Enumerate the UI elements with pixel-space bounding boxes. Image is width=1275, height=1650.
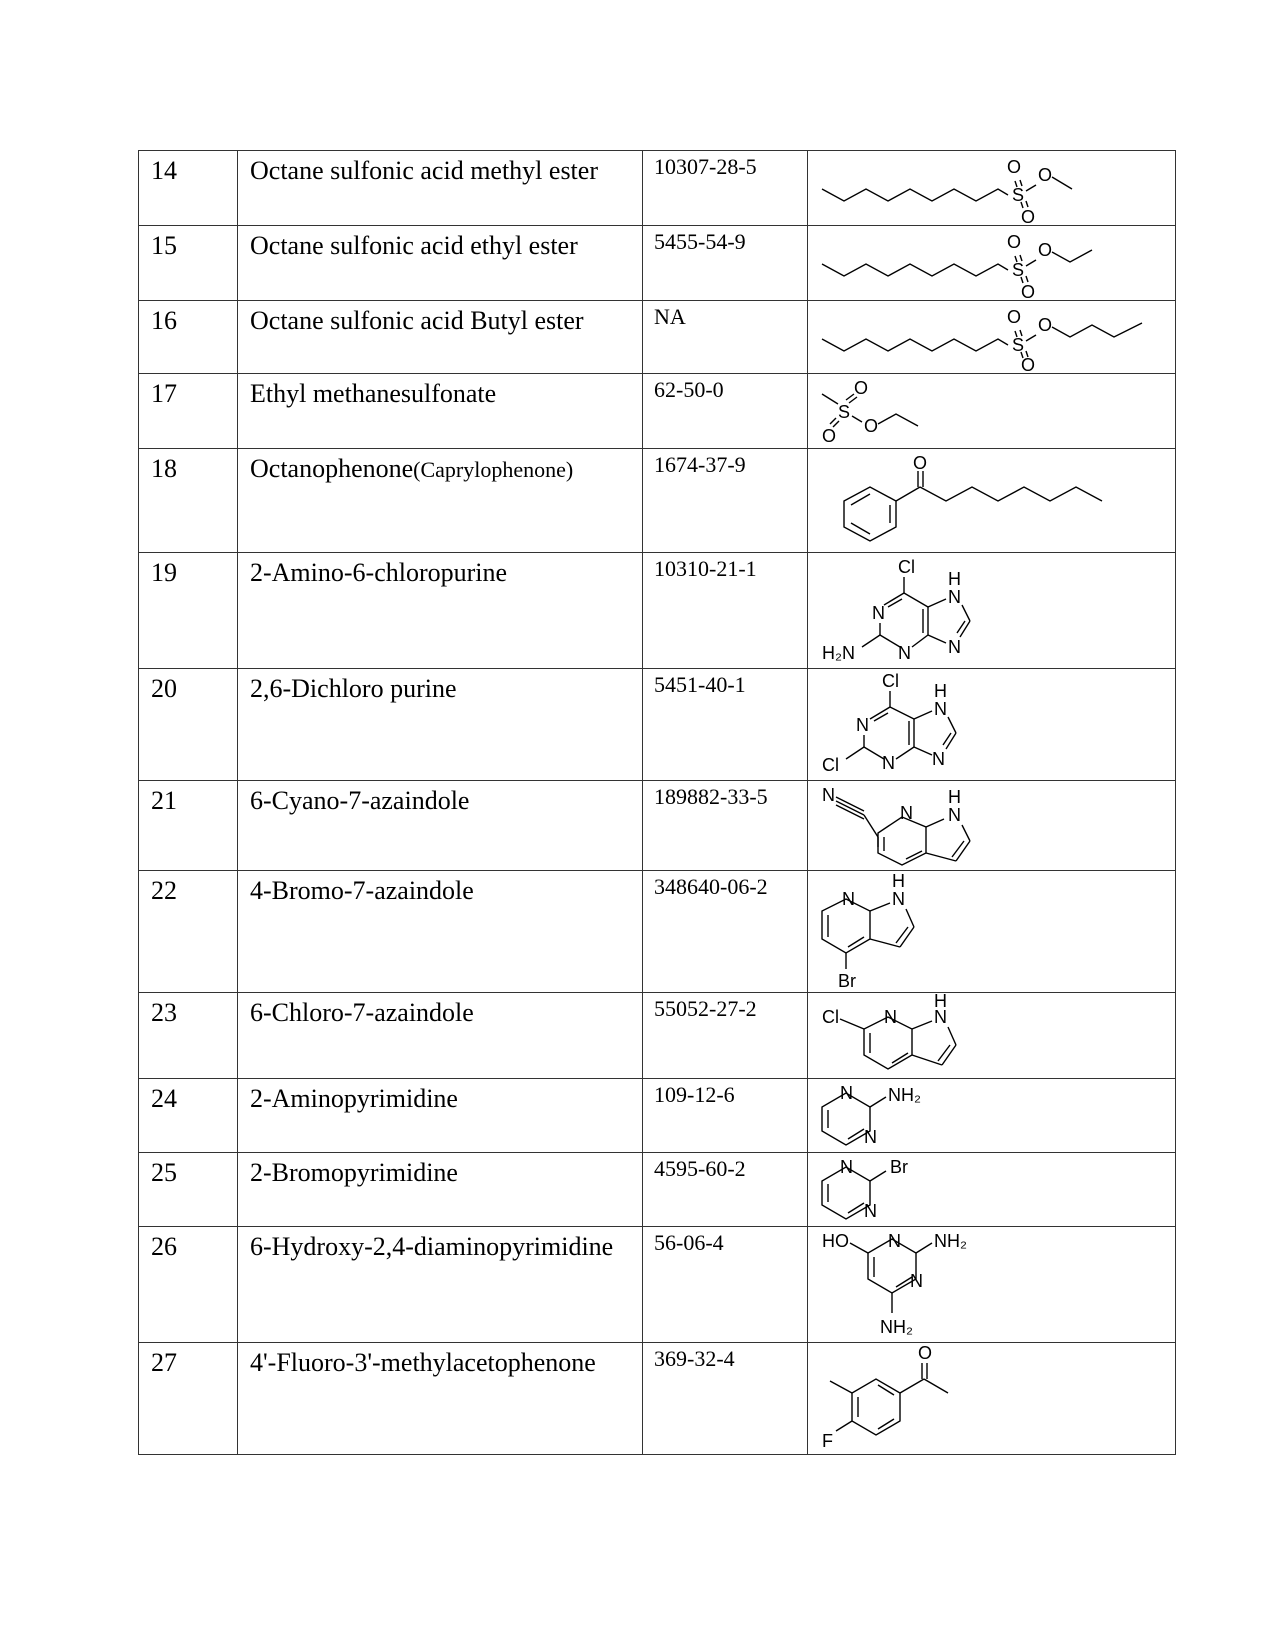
svg-text:N: N <box>856 715 869 735</box>
svg-text:H₂N: H₂N <box>822 643 855 663</box>
amino-chloropurine-structure <box>808 553 1174 667</box>
compound-name: Octane sulfonic acid ethyl ester <box>238 226 643 301</box>
svg-text:Cl: Cl <box>822 1007 839 1027</box>
structure-cell <box>808 226 1176 301</box>
svg-text:N: N <box>882 753 895 773</box>
table-row <box>139 1079 1176 1153</box>
structure-cell <box>808 871 1176 993</box>
svg-text:N: N <box>900 803 913 823</box>
structure-cell <box>808 151 1176 226</box>
compound-name: 2-Bromopyrimidine <box>238 1153 643 1227</box>
row-number: 14 <box>139 151 238 226</box>
svg-text:Br: Br <box>838 971 856 991</box>
table-row <box>139 301 1176 374</box>
cas-number: 348640-06-2 <box>643 871 808 993</box>
svg-text:N: N <box>842 889 855 909</box>
svg-text:O: O <box>1038 240 1053 260</box>
svg-text:S: S <box>1012 260 1025 280</box>
cas-number: 56-06-4 <box>643 1227 808 1343</box>
structure-cell <box>808 669 1176 781</box>
table-row <box>139 781 1176 871</box>
structure-cell <box>808 1153 1176 1227</box>
dichloropurine-structure <box>808 669 1174 779</box>
compound-name: 2,6-Dichloro purine <box>238 669 643 781</box>
svg-text:N: N <box>898 643 911 663</box>
row-number: 22 <box>139 871 238 993</box>
compound-table <box>138 150 1176 1455</box>
table-row <box>139 553 1176 669</box>
row-number: 19 <box>139 553 238 669</box>
hydroxy-diaminopyrimidine-structure <box>808 1227 1174 1341</box>
table-row <box>139 993 1176 1079</box>
table-row <box>139 1227 1176 1343</box>
octane-sulfonate-ethyl-ester-structure <box>808 226 1174 299</box>
svg-text:N: N <box>934 1007 947 1027</box>
compound-name: Octane sulfonic acid Butyl ester <box>238 301 643 374</box>
row-number: 25 <box>139 1153 238 1227</box>
svg-text:O: O <box>1007 157 1022 177</box>
svg-text:H: H <box>948 569 961 589</box>
svg-text:N: N <box>864 1127 877 1147</box>
cas-number: 109-12-6 <box>643 1079 808 1153</box>
svg-text:Cl: Cl <box>898 557 915 577</box>
row-number: 20 <box>139 669 238 781</box>
table-row <box>139 151 1176 226</box>
svg-text:N: N <box>872 603 885 623</box>
octane-sulfonate-methyl-ester-structure <box>808 151 1174 224</box>
compound-name-synonym: (Caprylophenone) <box>413 457 574 482</box>
table-row <box>139 449 1176 553</box>
row-number: 27 <box>139 1343 238 1455</box>
svg-text:O: O <box>1007 232 1022 252</box>
compound-name: Ethyl methanesulfonate <box>238 374 643 449</box>
compound-name-main: Octanophenone <box>250 454 414 483</box>
svg-text:F: F <box>822 1431 833 1451</box>
cyano-azaindole-structure <box>808 781 1174 869</box>
table-row <box>139 871 1176 993</box>
svg-text:N: N <box>840 1157 853 1177</box>
svg-text:O: O <box>854 378 869 398</box>
cas-number: 1674-37-9 <box>643 449 808 553</box>
svg-text:N: N <box>892 889 905 909</box>
svg-text:N: N <box>948 805 961 825</box>
svg-text:O: O <box>822 426 837 446</box>
row-number: 18 <box>139 449 238 553</box>
compound-name: 2-Amino-6-chloropurine <box>238 553 643 669</box>
svg-text:S: S <box>1012 185 1025 205</box>
cas-number: 5451-40-1 <box>643 669 808 781</box>
svg-text:Br: Br <box>890 1157 908 1177</box>
svg-text:S: S <box>1012 335 1025 355</box>
fluoro-methylacetophenone-structure <box>808 1343 1174 1453</box>
bromopyrimidine-structure <box>808 1153 1174 1225</box>
table-row <box>139 1153 1176 1227</box>
chloro-azaindole-structure <box>808 993 1174 1077</box>
svg-text:H: H <box>892 871 905 891</box>
cas-number: 10307-28-5 <box>643 151 808 226</box>
cas-number: 62-50-0 <box>643 374 808 449</box>
compound-name: 6-Hydroxy-2,4-diaminopyrimidine <box>238 1227 643 1343</box>
svg-text:N: N <box>932 749 945 769</box>
compound-name <box>238 449 643 553</box>
svg-text:H: H <box>948 787 961 807</box>
structure-cell <box>808 993 1176 1079</box>
svg-text:S: S <box>838 402 851 422</box>
svg-text:NH₂: NH₂ <box>880 1317 913 1337</box>
structure-cell <box>808 301 1176 374</box>
svg-text:HO: HO <box>822 1231 849 1251</box>
octanophenone-structure <box>808 449 1174 551</box>
svg-text:Cl: Cl <box>882 671 899 691</box>
compound-name: 6-Chloro-7-azaindole <box>238 993 643 1079</box>
row-number: 26 <box>139 1227 238 1343</box>
row-number: 17 <box>139 374 238 449</box>
ethyl-methanesulfonate-structure <box>808 374 1174 447</box>
compound-name: 2-Aminopyrimidine <box>238 1079 643 1153</box>
row-number: 16 <box>139 301 238 374</box>
row-number: 23 <box>139 993 238 1079</box>
svg-text:O: O <box>864 416 879 436</box>
row-number: 21 <box>139 781 238 871</box>
svg-text:Cl: Cl <box>822 755 839 775</box>
compound-name: 4'-Fluoro-3'-methylacetophenone <box>238 1343 643 1455</box>
cas-number: 55052-27-2 <box>643 993 808 1079</box>
aminopyrimidine-structure <box>808 1079 1174 1151</box>
svg-text:N: N <box>822 785 835 805</box>
compound-name: 4-Bromo-7-azaindole <box>238 871 643 993</box>
svg-text:N: N <box>864 1201 877 1221</box>
row-number: 15 <box>139 226 238 301</box>
structure-cell <box>808 449 1176 553</box>
cas-number: 4595-60-2 <box>643 1153 808 1227</box>
svg-text:O: O <box>1038 165 1053 185</box>
svg-text:O: O <box>913 453 928 473</box>
table-row <box>139 669 1176 781</box>
svg-text:NH₂: NH₂ <box>934 1231 967 1251</box>
cas-number: 10310-21-1 <box>643 553 808 669</box>
svg-text:O: O <box>1021 355 1036 372</box>
bromo-azaindole-structure <box>808 871 1174 991</box>
svg-text:N: N <box>884 1007 897 1027</box>
structure-cell <box>808 1079 1176 1153</box>
cas-number: 189882-33-5 <box>643 781 808 871</box>
svg-text:N: N <box>948 637 961 657</box>
svg-text:O: O <box>1021 282 1036 299</box>
cas-number: NA <box>643 301 808 374</box>
svg-text:N: N <box>934 699 947 719</box>
svg-text:H: H <box>934 993 947 1011</box>
structure-cell <box>808 1343 1176 1455</box>
structure-cell <box>808 1227 1176 1343</box>
svg-text:O: O <box>1021 207 1036 224</box>
svg-text:N: N <box>840 1083 853 1103</box>
svg-text:O: O <box>918 1343 933 1363</box>
compound-name: 6-Cyano-7-azaindole <box>238 781 643 871</box>
svg-text:H: H <box>934 681 947 701</box>
svg-text:O: O <box>1007 307 1022 327</box>
svg-text:N: N <box>948 587 961 607</box>
cas-number: 5455-54-9 <box>643 226 808 301</box>
table-row <box>139 226 1176 301</box>
svg-text:N: N <box>888 1231 901 1251</box>
svg-text:N: N <box>910 1271 923 1291</box>
row-number: 24 <box>139 1079 238 1153</box>
compound-name: Octane sulfonic acid methyl ester <box>238 151 643 226</box>
structure-cell <box>808 781 1176 871</box>
structure-cell <box>808 553 1176 669</box>
table-row <box>139 374 1176 449</box>
table-row <box>139 1343 1176 1455</box>
svg-text:O: O <box>1038 315 1053 335</box>
octane-sulfonate-butyl-ester-structure <box>808 301 1174 372</box>
cas-number: 369-32-4 <box>643 1343 808 1455</box>
structure-cell <box>808 374 1176 449</box>
svg-text:NH₂: NH₂ <box>888 1085 921 1105</box>
